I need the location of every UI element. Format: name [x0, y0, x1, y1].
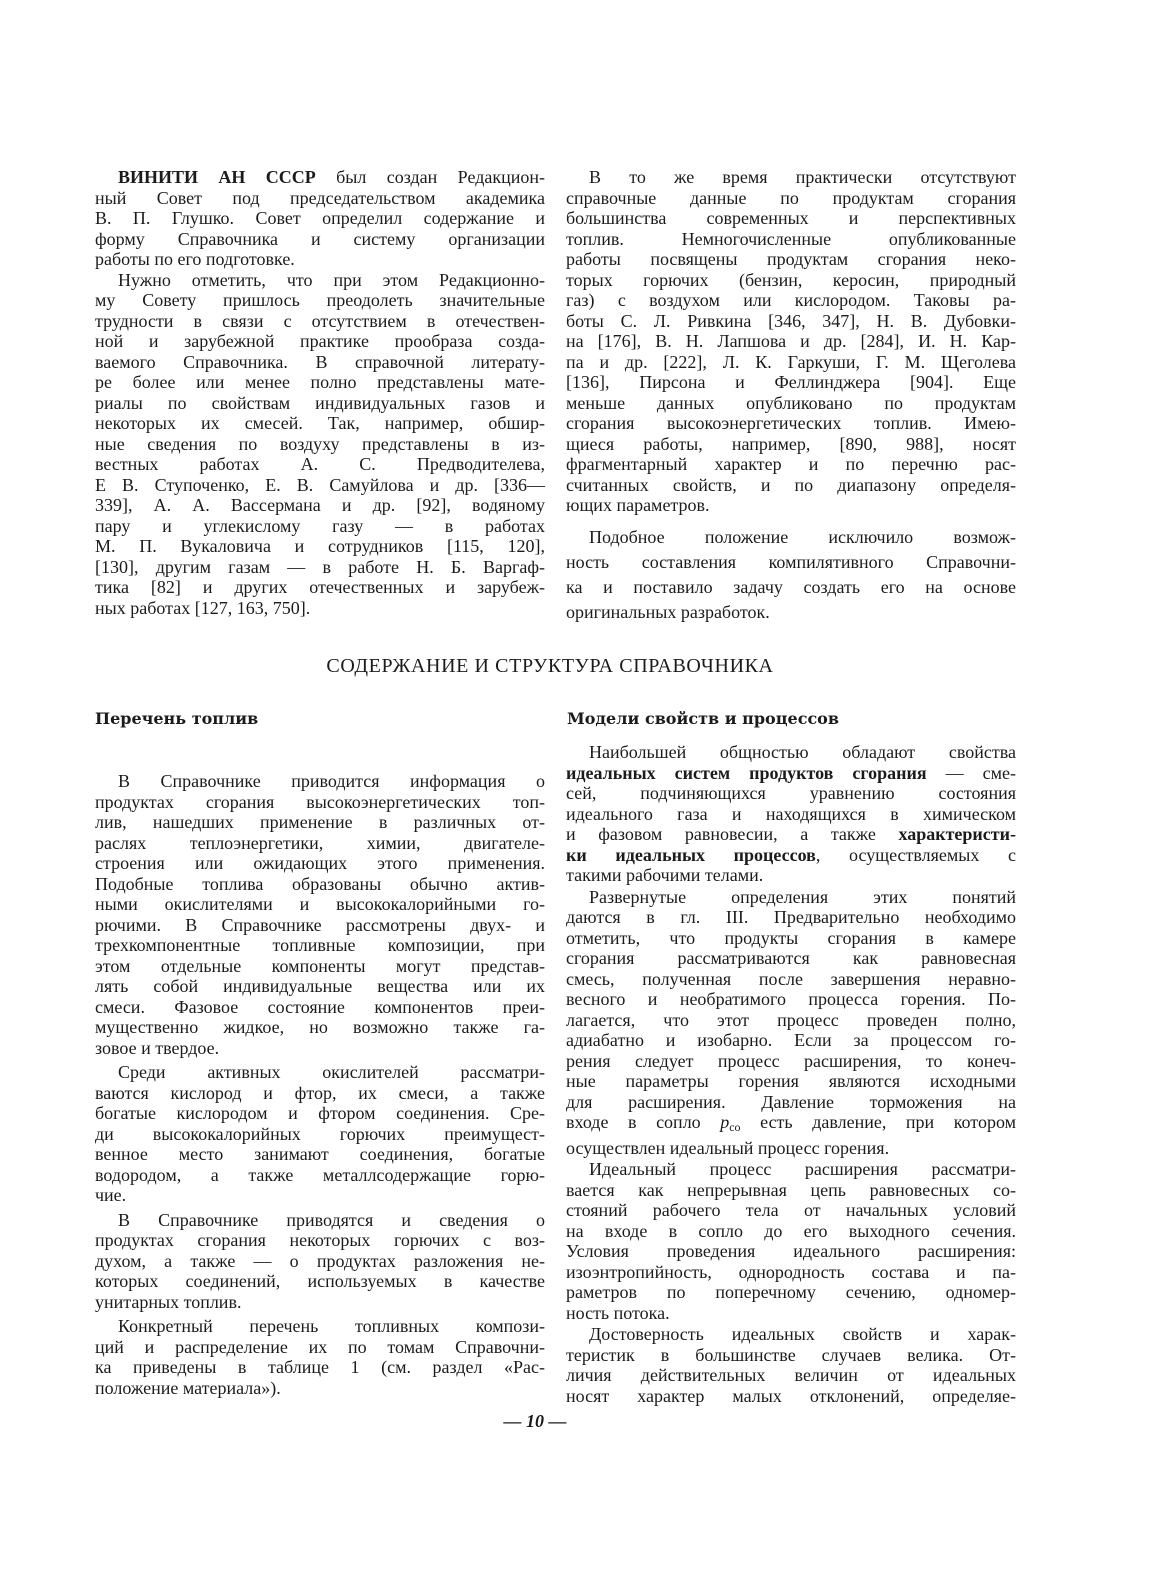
text-line: мущественно жидкое, но возможно также га- — [95, 1017, 545, 1037]
text-line: рючими. В Справочнике рассмотрены двух- и — [95, 914, 545, 935]
text-line: ными окислителями и высококалорийными го- — [95, 894, 545, 914]
text-line: Нужно отметить, что при этом Редакционно- — [118, 269, 545, 290]
text-line: Конкретный перечень топливных компози- — [118, 1316, 545, 1336]
paragraph — [95, 167, 545, 270]
text-line: сгорания высокоэнергетических топлив. Имею- — [566, 413, 1016, 433]
text-line: торых горючих (бензин, керосин, природный — [566, 269, 1016, 290]
text-line: строения или ожидающих этого применения. — [95, 853, 545, 873]
text-line: унитарных топлив. — [95, 1291, 242, 1312]
right-bottom-column — [566, 742, 1016, 1406]
text-line: риалы по свойствам индивидуальных газов и — [95, 392, 545, 413]
text-line: которых соединений, используемых в качестве — [95, 1271, 545, 1291]
text-line: ре более или менее полно представлены мате- — [95, 372, 545, 392]
paragraph — [566, 525, 1016, 625]
math-symbol: p — [720, 1112, 730, 1132]
paragraph — [566, 742, 1016, 886]
bold-term: ВИНИТИ АН СССР — [118, 167, 316, 187]
text-line: водородом, а также металлсодержащие горю- — [95, 1164, 545, 1185]
text-line: такими рабочими телами. — [566, 865, 764, 885]
subheading-models: Модели свойств и процессов — [567, 709, 839, 728]
text-line: [130], другим газам — в работе Н. Б. Варгаф- — [95, 556, 545, 577]
paragraph — [95, 1062, 545, 1206]
text-line: для расширения. Давление торможения на — [566, 1091, 1016, 1112]
text-line: сей, подчиняющихся уравнению состояния — [566, 783, 1016, 803]
text-line: венное место занимают соединения, богатые — [95, 1144, 545, 1164]
text-line: духом, а также — о продуктах разложения не- — [95, 1250, 545, 1271]
text-segment: есть давление, при котором — [740, 1112, 1016, 1132]
paragraph — [566, 887, 1016, 1159]
text-line: лив, нашедших применение в различных от- — [95, 812, 545, 832]
text-line: Достоверность идеальных свойств и харак- — [589, 1324, 1016, 1344]
text-line: газ) с воздухом или кислородом. Таковы ра- — [566, 290, 1016, 310]
text-line: Наибольшей общностью обладают свойства — [589, 742, 1016, 762]
text-line: личия действительных величин от идеальных — [566, 1365, 1016, 1385]
paragraph — [566, 1159, 1016, 1323]
text-line: [136], Пирсона и Феллинджера [904]. Еще — [566, 372, 1016, 392]
text-line: осуществлен идеальный процесс горения. — [566, 1137, 890, 1158]
text-line: ций и распределение их по томам Справочни- — [95, 1336, 545, 1357]
paragraph — [566, 167, 1016, 516]
bold-term: ки идеальных процессов — [566, 844, 816, 865]
text-line: Среди активных окислителей рассматри- — [118, 1062, 545, 1082]
text-line: справочные данные по продуктам сгорания — [566, 187, 1016, 208]
text-line: некоторых их смесей. Так, например, обшир- — [95, 413, 545, 433]
text-line: лагается, что этот процесс проведен полно, — [566, 1009, 1016, 1030]
bold-term: идеальных систем продуктов сгорания — [566, 762, 927, 783]
text-line: ка и поставило задачу создать его на основе — [566, 576, 1016, 597]
text-line: смеси. Фазовое состояние компонентов преи- — [95, 996, 545, 1017]
left-top-column — [95, 167, 545, 618]
text-line: продуктах сгорания некоторых горючих с воз- — [95, 1230, 545, 1250]
text-line: Е В. Ступоченко, Е. В. Самуйлова и др. [336— — [95, 474, 545, 495]
text-line: чие. — [95, 1185, 127, 1205]
text-segment: входе в сопло — [566, 1112, 721, 1132]
paragraph — [95, 1316, 545, 1398]
page-number: — 10 — — [503, 1411, 567, 1431]
text-line: весного и необратимого процесса горения. По- — [566, 989, 1016, 1009]
text-line: В Справочнике приводятся и сведения о — [118, 1209, 545, 1230]
text-line: трудности в связи с отсутствием в отечествен- — [95, 310, 545, 331]
text-line: ность составления компилятивного Справочни- — [566, 551, 1016, 572]
text-line: лять собой индивидуальные вещества или их — [95, 976, 545, 996]
text-line: фрагментарный характер и по перечню рас- — [566, 454, 1016, 474]
paragraph — [95, 1210, 545, 1313]
text-line: богатые кислородом и фтором соединения. Сре- — [95, 1103, 545, 1123]
text-line: продуктах сгорания высокоэнергетических топ- — [95, 791, 545, 812]
text-line: зовое и твердое. — [95, 1037, 220, 1058]
text-line: 339], А. А. Вассермана и др. [92], водяному — [95, 495, 545, 515]
text-line: Развернутые определения этих понятий — [589, 886, 1016, 907]
text-line: боты С. Л. Ривкина [346, 347], Н. В. Дубовки- — [566, 310, 1016, 331]
text-line: ной и зарубежной практике прообраза созда- — [95, 331, 545, 351]
text-line: смесь, полученная после завершения неравно- — [566, 968, 1016, 989]
text-line — [566, 845, 1016, 866]
text-line: му Совету пришлось преодолеть значительные — [95, 290, 545, 310]
text-line: тика [82] и других отечественных и зарубеж- — [95, 577, 545, 597]
text-line: ные сведения по воздуху представлены в из- — [95, 433, 545, 454]
text-line: на входе в сопло до его выходного сечения. — [566, 1220, 1016, 1241]
paragraph — [95, 771, 545, 1058]
text-line: раслях теплоэнергетики, химии, двигателе- — [95, 832, 545, 853]
text-line: положение материала»). — [95, 1377, 281, 1398]
text-line: щиеся работы, например, [890, 988], носят — [566, 433, 1016, 454]
subheading-fuel-list: Перечень топлив — [95, 709, 259, 728]
text-line: изоэнтропийность, однородность состава и па- — [566, 1261, 1016, 1282]
text-line: большинства современных и перспективных — [566, 208, 1016, 228]
math-symbol: co — [729, 1120, 741, 1134]
text-line: вестных работах А. С. Предводителева, — [95, 454, 545, 474]
text-line: на [176], В. Н. Лапшова и др. [284], И. Н. Кар- — [566, 331, 1016, 351]
text-line: трехкомпонентные топливные композиции, при — [95, 935, 545, 955]
text-segment: был создан Редакцион- — [315, 167, 545, 187]
text-line: ный Совет под председательством академика — [95, 187, 545, 208]
text-line: ных работах [127, 163, 750]. — [95, 597, 311, 618]
text-line: адиабатно и изобарно. Если за процессом го- — [566, 1030, 1016, 1050]
text-line — [566, 763, 1016, 784]
text-line: идеального газа и находящихся в химическом — [566, 803, 1016, 824]
text-line: Подобное положение исключило возмож- — [589, 526, 1016, 547]
text-line: Условия проведения идеального расширения: — [566, 1241, 1016, 1261]
text-line: этом отдельные компоненты могут представ- — [95, 955, 545, 976]
text-line — [566, 1112, 1016, 1138]
text-line — [95, 167, 545, 188]
text-line: В то же время практически отсутствуют — [589, 167, 1016, 187]
text-line: считанных свойств, и по диапазону определя- — [566, 474, 1016, 495]
text-line: оригинальных разработок. — [566, 601, 770, 622]
text-line: ные параметры горения являются исходными — [566, 1071, 1016, 1091]
paragraph — [95, 270, 545, 619]
text-line: меньше данных опубликовано по продуктам — [566, 392, 1016, 413]
text-line: ющих параметров. — [566, 495, 710, 515]
text-line: вается как непрерывная цепь равновесных со- — [566, 1179, 1016, 1200]
section-heading: СОДЕРЖАНИЕ И СТРУКТУРА СПРАВОЧНИКА — [326, 655, 774, 677]
text-line: отметить, что продукты сгорания в камере — [566, 927, 1016, 948]
text-line: стояний рабочего тела от начальных условий — [566, 1200, 1016, 1220]
bold-term: характеристи- — [898, 824, 1016, 844]
text-line: работы по его подготовке. — [95, 249, 295, 269]
text-line: ваемого Справочника. В справочной литерату- — [95, 351, 545, 372]
text-segment: — сме- — [926, 762, 1016, 783]
text-line: В Справочнике приводится информация о — [118, 771, 545, 791]
text-line: ка приведены в таблице 1 (см. раздел «Рас- — [95, 1357, 545, 1377]
text-line: ди высококалорийных горючих преимущест- — [95, 1123, 545, 1144]
text-line: Идеальный процесс расширения рассматри- — [589, 1159, 1016, 1179]
text-segment: , осуществляемых с — [815, 844, 1016, 865]
text-line: В. П. Глушко. Совет определил содержание и — [95, 208, 545, 228]
text-line: па и др. [222], Л. К. Гаркуши, Г. М. Щеголева — [566, 351, 1016, 372]
paragraph — [566, 1324, 1016, 1406]
left-bottom-column — [95, 771, 545, 1398]
right-top-column — [566, 167, 1016, 625]
text-line: Подобные топлива образованы обычно актив- — [95, 873, 545, 894]
text-line — [566, 824, 1016, 845]
text-line: сгорания рассматриваются как равновесная — [566, 948, 1016, 968]
text-line: форму Справочника и систему организации — [95, 228, 545, 249]
text-line: пару и углекислому газу — в работах — [95, 515, 545, 536]
text-line: ваются кислород и фтор, их смеси, а также — [95, 1082, 545, 1103]
text-line: топлив. Немногочисленные опубликованные — [566, 228, 1016, 249]
text-segment: и фазовом равновесии, а также — [566, 824, 899, 844]
text-line: раметров по поперечному сечению, одномер- — [566, 1282, 1016, 1302]
text-line: ность потока. — [566, 1302, 670, 1323]
text-line: рения следует процесс расширения, то конеч- — [566, 1050, 1016, 1071]
text-line: М. П. Вукаловича и сотрудников [115, 120], — [95, 536, 545, 556]
text-line: работы посвящены продуктам сгорания неко- — [566, 249, 1016, 269]
text-line: носят характер малых отклонений, определяе- — [566, 1385, 1016, 1406]
text-line: даются в гл. III. Предварительно необходимо — [566, 907, 1016, 927]
text-line: теристик в большинстве случаев велика. От- — [566, 1344, 1016, 1365]
